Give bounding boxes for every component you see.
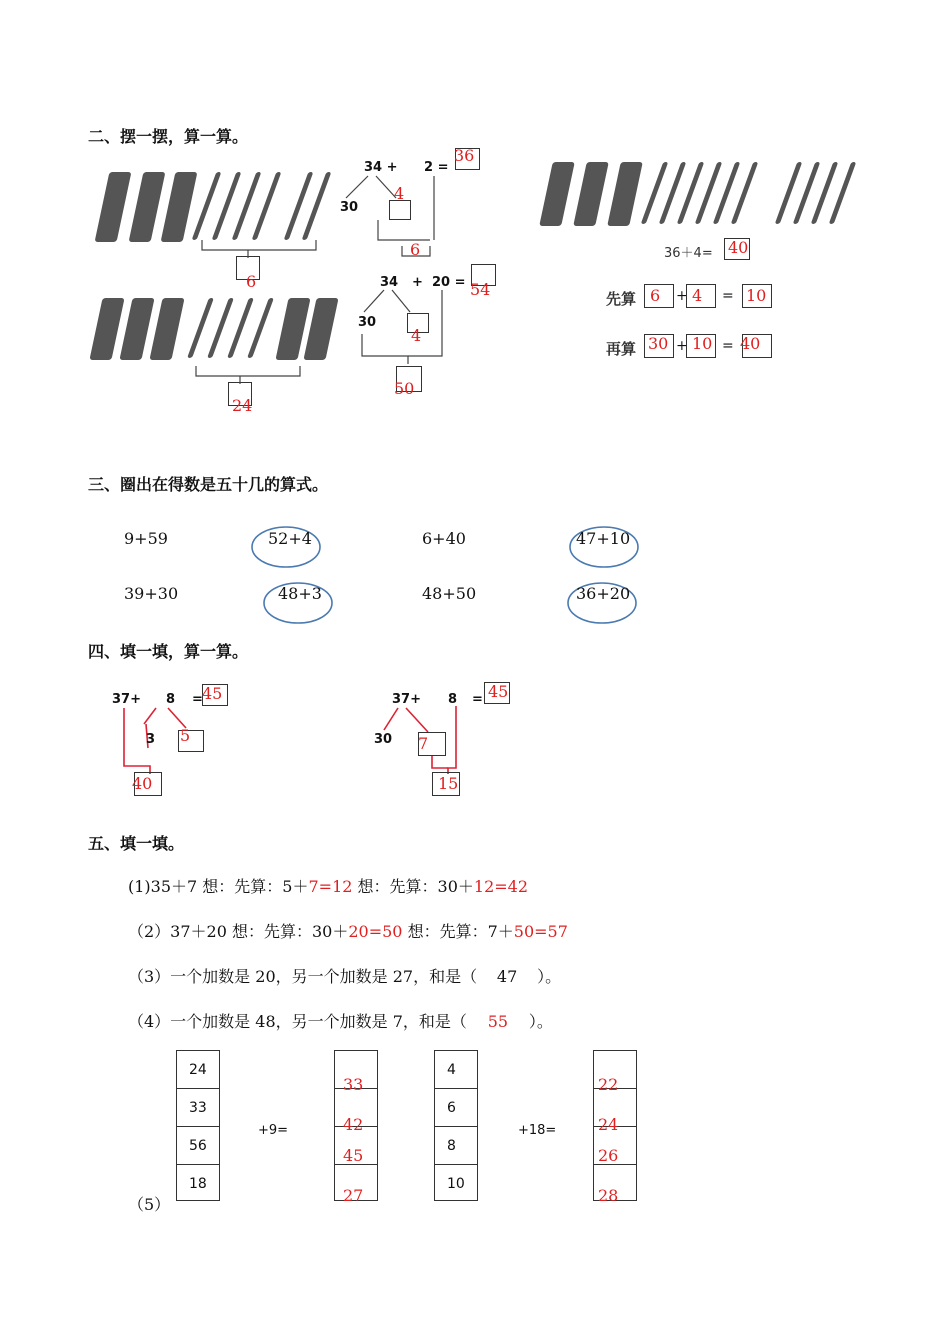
expr-item[interactable]: 48+50 xyxy=(422,584,477,603)
then-b: 10 xyxy=(692,334,713,353)
q2-answer1: 20=50 xyxy=(348,922,403,941)
table-cell: 18 xyxy=(189,1176,207,1192)
q1-prefix: (1)35＋7 想：先算：5＋ xyxy=(128,877,309,896)
s4l-b: 8 xyxy=(166,692,176,707)
q4-prefix: （4）一个加数是 48，另一个加数是 7，和是（ xyxy=(128,1012,467,1031)
section4-title: 四、填一填，算一算。 xyxy=(88,642,249,661)
then-a: 30 xyxy=(648,334,669,353)
q2-prefix: （2）37＋20 想：先算：30＋ xyxy=(128,922,349,941)
first-b: 4 xyxy=(692,286,703,305)
bundle1-answer: 6 xyxy=(246,272,257,291)
ans2-value: 24 xyxy=(598,1115,619,1134)
eq1-sum-6: 6 xyxy=(410,240,421,259)
ans2-value: 22 xyxy=(598,1075,619,1094)
expr-item[interactable]: 36+20 xyxy=(576,584,631,603)
q1-line xyxy=(128,874,528,897)
eq1-split-30: 30 xyxy=(340,200,359,215)
q5-label: （5） xyxy=(128,1195,171,1214)
then-calc-label: 再算 xyxy=(606,340,637,358)
table-cell: 4 xyxy=(435,1051,477,1089)
ans1-value: 42 xyxy=(343,1115,364,1134)
first-calc-label: 先算 xyxy=(606,290,637,308)
table-cell: 10 xyxy=(447,1176,465,1192)
then-plus: + xyxy=(676,338,688,354)
eq1-split-4: 4 xyxy=(394,184,405,203)
s4l-forty: 40 xyxy=(132,774,153,793)
ans2-value: 26 xyxy=(598,1146,619,1165)
expr-item[interactable]: 39+30 xyxy=(124,584,179,603)
s4r-thirty: 30 xyxy=(374,732,393,747)
expr-item[interactable]: 6+40 xyxy=(422,529,466,548)
q5-column-2 xyxy=(434,1050,478,1201)
right-eq: 36＋4= xyxy=(664,246,713,261)
then-result: 40 xyxy=(740,334,761,353)
q1-middle: 想：先算：30＋ xyxy=(352,877,474,896)
q2-line xyxy=(128,919,568,942)
s4l-answer: 45 xyxy=(202,684,223,703)
right-eq-answer: 40 xyxy=(728,238,749,257)
eq1-answer: 36 xyxy=(454,146,475,165)
eq1-a: 34 + xyxy=(364,160,398,175)
q1-answer2: 12=42 xyxy=(473,877,529,896)
q5-op2: +18= xyxy=(518,1123,557,1138)
expr-item[interactable]: 47+10 xyxy=(576,529,631,548)
expr-item[interactable]: 48+3 xyxy=(278,584,322,603)
q2-answer2: 50=57 xyxy=(513,922,568,941)
bundle2-answer: 24 xyxy=(232,396,253,415)
s4l-five: 5 xyxy=(180,726,191,745)
q4-answer: 55 xyxy=(487,1012,509,1031)
table-cell: 56 xyxy=(177,1127,219,1165)
s4r-eq: = xyxy=(472,692,483,707)
ans2-value: 28 xyxy=(598,1186,619,1205)
eq2-split-4: 4 xyxy=(411,326,422,345)
q5-column-1 xyxy=(176,1050,220,1201)
expr-item[interactable]: 9+59 xyxy=(124,529,168,548)
table-cell: 33 xyxy=(177,1089,219,1127)
q2-middle: 想：先算：7＋ xyxy=(402,922,514,941)
s4r-a: 37+ xyxy=(392,692,421,707)
s4l-three: 3 xyxy=(146,732,156,747)
ans1-value: 33 xyxy=(343,1075,364,1094)
q3-line xyxy=(128,964,561,987)
section5-title: 五、填一填。 xyxy=(88,834,185,853)
ans1-value: 27 xyxy=(343,1186,364,1205)
section3-title: 三、圈出在得数是五十几的算式。 xyxy=(88,475,329,494)
eq2-sum-50: 50 xyxy=(394,379,415,398)
s4l-eq: = xyxy=(192,692,203,707)
first-plus: + xyxy=(676,288,688,304)
q5-op1: +9= xyxy=(258,1123,289,1138)
q3-prefix: （3）一个加数是 20，另一个加数是 27，和是（ xyxy=(128,967,478,986)
section2-title: 二、摆一摆，算一算。 xyxy=(88,127,249,146)
table-cell: 8 xyxy=(435,1127,477,1165)
first-a: 6 xyxy=(650,286,661,305)
ans1-value: 45 xyxy=(343,1146,364,1165)
eq2-b: 20 = xyxy=(432,275,466,290)
eq1-b: 2 = xyxy=(424,160,449,175)
s4r-b: 8 xyxy=(448,692,458,707)
q3-answer: 47 xyxy=(496,967,518,986)
q3-suffix: ）。 xyxy=(537,967,562,986)
eq2-plus: + xyxy=(412,275,423,290)
q1-answer1: 7=12 xyxy=(308,877,353,896)
sticks-picture-3 xyxy=(540,160,860,228)
q4-line xyxy=(128,1009,553,1032)
s4r-fifteen: 15 xyxy=(438,774,459,793)
q4-suffix: ）。 xyxy=(528,1012,553,1031)
then-eq: = xyxy=(722,338,734,354)
table-cell: 24 xyxy=(177,1051,219,1089)
answer-box[interactable] xyxy=(389,200,411,220)
eq2-answer: 54 xyxy=(470,280,491,299)
s4r-answer: 45 xyxy=(488,682,509,701)
first-eq: = xyxy=(722,288,734,304)
s4l-a: 37+ xyxy=(112,692,141,707)
first-result: 10 xyxy=(746,286,767,305)
eq2-a: 34 xyxy=(380,275,399,290)
table-cell: 6 xyxy=(435,1089,477,1127)
s4r-seven: 7 xyxy=(418,734,429,753)
expr-item[interactable]: 52+4 xyxy=(268,529,312,548)
eq2-split-30: 30 xyxy=(358,315,377,330)
